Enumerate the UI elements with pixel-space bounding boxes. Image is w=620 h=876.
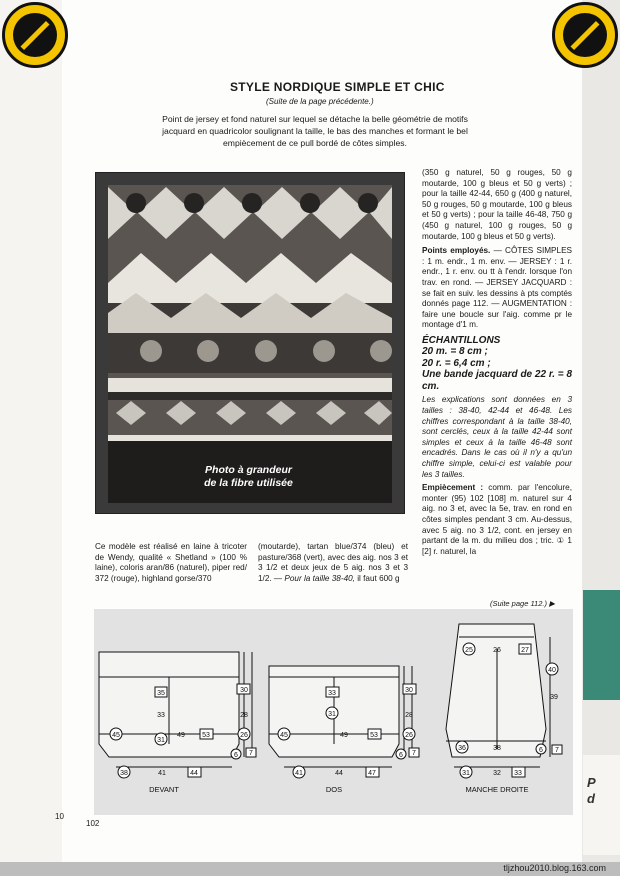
knit-fibre-photo	[95, 172, 405, 514]
jacquard-pattern-image	[96, 173, 404, 513]
side-letter-a: P	[587, 775, 596, 790]
manche-v6: 6	[539, 747, 543, 754]
materials-continued-text: (moutarde), tartan blue/374 (bleu) et pasture/368 (vert), avec des aig. nos 3 et 3 1/2 et deux jeux de 5 aig. nos 3 et 3 1/2. —	[258, 542, 408, 583]
manche-v25: 25	[465, 647, 473, 654]
manche-v38: 38	[493, 745, 501, 752]
page-number: 102	[86, 819, 100, 828]
devant-v30: 30	[240, 687, 248, 694]
manche-label: MANCHE DROITE	[465, 785, 529, 794]
materials-continued	[258, 542, 408, 584]
intro-paragraph: Point de jersey et fond naturel sur lequel se détache la belle géométrie de motifs jacquard en quadricolor soulignant la taille, le bas des manches et formant le bel empiècement de ce pull bordé de côtes simples.	[162, 114, 468, 148]
manche-v33: 33	[514, 770, 522, 777]
manche-v36: 36	[458, 745, 466, 752]
watermark-bar	[0, 862, 620, 876]
caption-line-1: Photo à grandeur	[205, 464, 292, 476]
middle-column	[258, 542, 408, 584]
dos-v6: 6	[399, 752, 403, 759]
dos-v33: 33	[328, 690, 336, 697]
dos-v28: 28	[405, 712, 413, 719]
size-note: Pour la taille 38-40,	[284, 573, 355, 583]
suite-link[interactable]: (Suite page 112.) ▶	[490, 599, 555, 608]
dos-v44: 44	[335, 770, 343, 777]
dos-v47: 47	[368, 770, 376, 777]
dos-label: DOS	[325, 785, 343, 794]
manche-v40: 40	[548, 667, 556, 674]
points-heading: Points employés.	[422, 246, 491, 256]
adjacent-page-text	[583, 755, 620, 855]
adjacent-page-edge	[582, 0, 620, 876]
manche-v39: 39	[550, 694, 558, 701]
dos-piece	[269, 666, 412, 767]
right-column	[422, 168, 572, 557]
devant-v35: 35	[157, 690, 165, 697]
devant-v49: 49	[177, 732, 185, 739]
manche-v32: 32	[493, 770, 501, 777]
empiecement-section	[422, 483, 572, 557]
points-text: — CÔTES SIMPLES : 1 m. endr., 1 m. env. — JERSEY : 1 r. endr., 1 r. env. ou tt à l'endr. lorsque l'on trav. en rond. — JERSEY JACQUARD : se fait en suiv. les dessins à pts comptés donnés page 112. — AUGMENTATION : faire une boucle sur l'aig. comme pr le montage d'1 m.	[422, 246, 572, 330]
dos-v41: 41	[295, 770, 303, 777]
dos-v53: 53	[370, 732, 378, 739]
manche-v26: 26	[493, 647, 501, 654]
materials-text: Ce modèle est réalisé en laine à tricoter de Wendy, qualité « Shetland » (100 % laine), coloris aran/86 (naturel), piper red/ 372 (rouge), highland gorse/370	[95, 542, 247, 583]
dos-v30: 30	[405, 687, 413, 694]
page-title: STYLE NORDIQUE SIMPLE ET CHIC	[230, 80, 445, 94]
manche-v31: 31	[462, 770, 470, 777]
adjacent-page-strip	[583, 590, 620, 700]
photo-caption	[181, 464, 316, 490]
caption-line-2: de la fibre utilisée	[204, 477, 293, 489]
left-column	[95, 542, 247, 584]
manche-v27: 27	[521, 647, 529, 654]
devant-v45: 45	[112, 732, 120, 739]
quantities-text: (350 g naturel, 50 g rouges, 50 g moutarde, 100 g bleus et 50 g verts) ; pour la taille 42-44, 650 g (400 g naturel, 50 g rouges, 50 g moutarde, 100 g bleus et 50 g verts) ; pour la taille 46-48, 750 g (450 g naturel, 100 g rouges, 50 g moutarde, 100 g bleus et 50 g verts).	[422, 168, 572, 241]
explications-text: Les explications sont données en 3 tailles : 38-40, 42-44 et 46-48. Les chiffres correspondant à la taille 38-40, sont cerclés, ceux à la taille 42-44 sont simples et ceux à la taille 46-48 sont encadrés. Dans le cas où il n'y a qu'un chiffre simple, celui-ci est valable pour les 3 tailles.	[422, 395, 572, 479]
page-subtitle: (Suite de la page précédente.)	[266, 97, 374, 106]
devant-v44: 44	[190, 770, 198, 777]
quantity-note: il faut 600 g	[357, 573, 400, 583]
devant-v41: 41	[158, 770, 166, 777]
dos-v45: 45	[280, 732, 288, 739]
echantillons-heading: ÉCHANTILLONS	[422, 334, 501, 346]
dos-v7: 7	[412, 750, 416, 757]
manche-v7: 7	[555, 747, 559, 754]
devant-v53: 53	[202, 732, 210, 739]
empiecement-text: comm. par l'encolure, monter (95) 102 [108] m. naturel sur 4 aig. no 3 et, avec la 5e, trav. en rond en côtes simples pendant 3 cm. Au-dessus, avec 5 aig. no 3 1/2, cont. en jersey en partant de la m. du milieu dos ; tric. ① 1 [2] r. naturel, la	[422, 483, 572, 556]
schema-svg	[94, 609, 573, 815]
devant-v38: 38	[120, 770, 128, 777]
devant-v7: 7	[249, 750, 253, 757]
dos-v31: 31	[328, 711, 336, 718]
dos-v26: 26	[405, 732, 413, 739]
devant-v28: 28	[240, 712, 248, 719]
empiecement-heading: Empiècement :	[422, 483, 484, 493]
points-section	[422, 246, 572, 331]
devant-piece	[99, 652, 252, 767]
schema-diagram	[94, 609, 573, 815]
watermark-text: tljzhou2010.blog.163.com	[503, 863, 606, 873]
pdf-tools-badge-left[interactable]	[2, 2, 68, 68]
echantillon-1: 20 m. = 8 cm ;	[422, 346, 488, 358]
pdf-tools-badge-right[interactable]	[552, 2, 618, 68]
devant-v31: 31	[157, 737, 165, 744]
devant-v33: 33	[157, 712, 165, 719]
echantillon-3: Une bande jacquard de 22 r. = 8 cm.	[422, 369, 572, 392]
echantillon-2: 20 r. = 6,4 cm ;	[422, 357, 491, 369]
devant-label: DEVANT	[149, 785, 179, 794]
prev-page-number: 10	[55, 812, 64, 821]
devant-v26: 26	[240, 732, 248, 739]
side-letter-b: d	[587, 791, 595, 806]
devant-v6: 6	[234, 752, 238, 759]
dos-v49: 49	[340, 732, 348, 739]
